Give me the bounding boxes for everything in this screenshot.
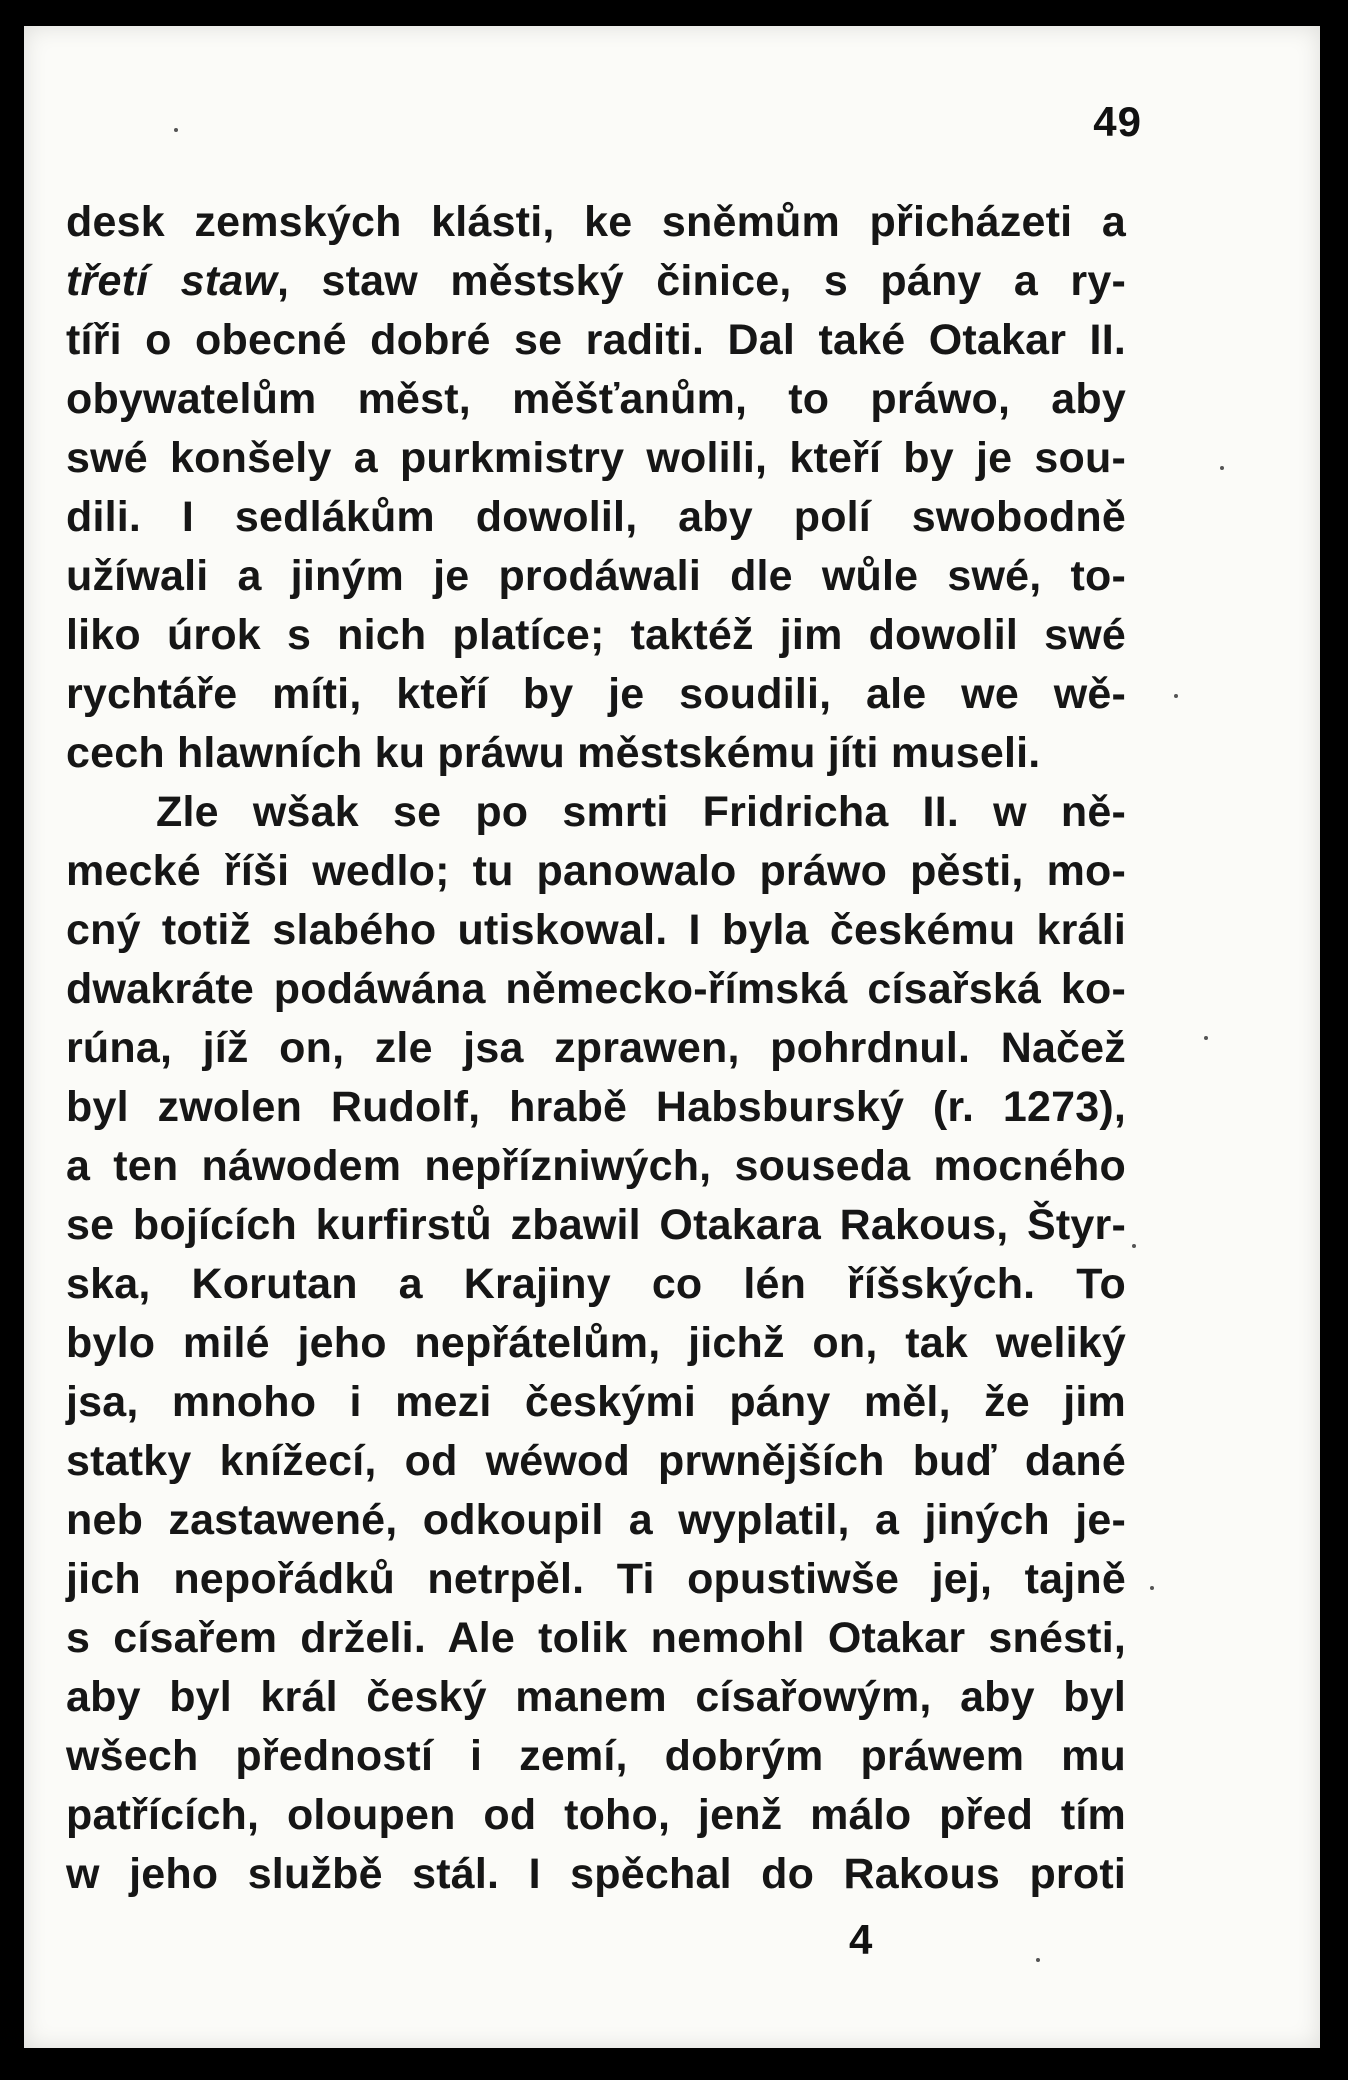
text-line <box>66 1314 1126 1373</box>
text-line <box>66 842 1126 901</box>
text-line <box>66 1019 1126 1078</box>
text-line <box>66 665 1126 724</box>
text-segment: užíwali a jiným je prodáwali dle wůle swé, to- <box>66 552 1126 600</box>
text-segment: liko úrok s nich platíce; taktéž jim dowolil swé <box>66 611 1126 659</box>
page-number: 49 <box>1093 98 1142 145</box>
text-line <box>66 1255 1126 1314</box>
text-line <box>66 1845 1126 1904</box>
print-speck <box>1036 1958 1040 1962</box>
print-speck <box>1220 466 1224 470</box>
text-line <box>66 1373 1126 1432</box>
text-line <box>66 193 1126 252</box>
text-segment: jsa, mnoho i mezi českými pány měl, že jim <box>66 1378 1126 1426</box>
text-line <box>66 1137 1126 1196</box>
text-segment: dili. I sedlákům dowolil, aby polí swobodně <box>66 493 1126 541</box>
text-segment: dwakráte podáwána německo-římská císařská ko- <box>66 965 1126 1013</box>
print-speck <box>1174 694 1178 698</box>
text-segment: wšech předností i zemí, dobrým práwem mu <box>66 1732 1126 1780</box>
text-line <box>66 960 1126 1019</box>
text-line <box>66 1609 1126 1668</box>
print-speck <box>1132 1244 1136 1248</box>
text-line <box>66 1668 1126 1727</box>
text-segment: statky knížecí, od wéwod prwnějších buď dané <box>66 1437 1126 1485</box>
body-text <box>66 193 1126 1904</box>
text-line <box>66 1196 1126 1255</box>
text-segment: w jeho službě stál. I spěchal do Rakous proti <box>66 1850 1126 1898</box>
text-line <box>66 488 1126 547</box>
text-segment: a ten náwodem nepřízniwých, souseda mocného <box>66 1142 1126 1190</box>
text-segment: desk zemských klásti, ke sněmům přicházeti a <box>66 198 1126 246</box>
emphasized-text: třetí staw <box>66 257 278 305</box>
text-line <box>66 1786 1126 1845</box>
print-speck <box>174 128 178 132</box>
text-line <box>66 547 1126 606</box>
text-segment: Zle wšak se po smrti Fridricha II. w ně- <box>156 788 1126 836</box>
text-segment: ska, Korutan a Krajiny co lén říšských. To <box>66 1260 1126 1308</box>
text-line <box>66 1432 1126 1491</box>
text-segment: swé konšely a purkmistry wolili, kteří by je sou- <box>66 434 1126 482</box>
text-segment: jich nepořádků netrpěl. Ti opustiwše jej, tajně <box>66 1555 1126 1603</box>
text-segment: rychtáře míti, kteří by je soudili, ale we wě- <box>66 670 1126 718</box>
text-line <box>66 1727 1126 1786</box>
text-segment: s císařem drželi. Ale tolik nemohl Otakar snésti, <box>66 1614 1126 1662</box>
print-speck <box>1204 1036 1208 1040</box>
text-line <box>66 724 1126 783</box>
text-line <box>66 429 1126 488</box>
text-line <box>66 370 1126 429</box>
book-page <box>24 26 1320 2048</box>
text-segment: obywatelům měst, měšťanům, to práwo, aby <box>66 375 1126 423</box>
text-line <box>66 1078 1126 1137</box>
text-segment: tíři o obecné dobré se raditi. Dal také Otakar II. <box>66 316 1126 364</box>
text-segment: se bojících kurfirstů zbawil Otakara Rakous, Štyr- <box>66 1201 1126 1249</box>
text-segment: , staw městský činice, s pány a ry- <box>277 257 1126 305</box>
text-segment: cech hlawních ku práwu městskému jíti museli. <box>66 729 1041 777</box>
text-segment: byl zwolen Rudolf, hrabě Habsburský (r. 1273), <box>66 1083 1126 1131</box>
text-segment: rúna, jíž on, zle jsa zprawen, pohrdnul. Načež <box>66 1024 1126 1072</box>
text-segment: mecké říši wedlo; tu panowalo práwo pěsti, mo- <box>66 847 1126 895</box>
text-line <box>66 901 1126 960</box>
text-line <box>66 1491 1126 1550</box>
text-line <box>66 252 1126 311</box>
text-segment: cný totiž slabého utiskowal. I byla českému králi <box>66 906 1126 954</box>
text-segment: neb zastawené, odkoupil a wyplatil, a jiných je- <box>66 1496 1126 1544</box>
text-segment: patřících, oloupen od toho, jenž málo před tím <box>66 1791 1126 1839</box>
print-speck <box>1150 1586 1154 1590</box>
text-segment: aby byl král český manem císařowým, aby byl <box>66 1673 1126 1721</box>
text-line <box>66 311 1126 370</box>
signature-mark: 4 <box>849 1916 873 1963</box>
text-line <box>66 606 1126 665</box>
text-segment: bylo milé jeho nepřátelům, jichž on, tak weliký <box>66 1319 1126 1367</box>
text-line <box>66 1550 1126 1609</box>
text-line <box>66 783 1126 842</box>
